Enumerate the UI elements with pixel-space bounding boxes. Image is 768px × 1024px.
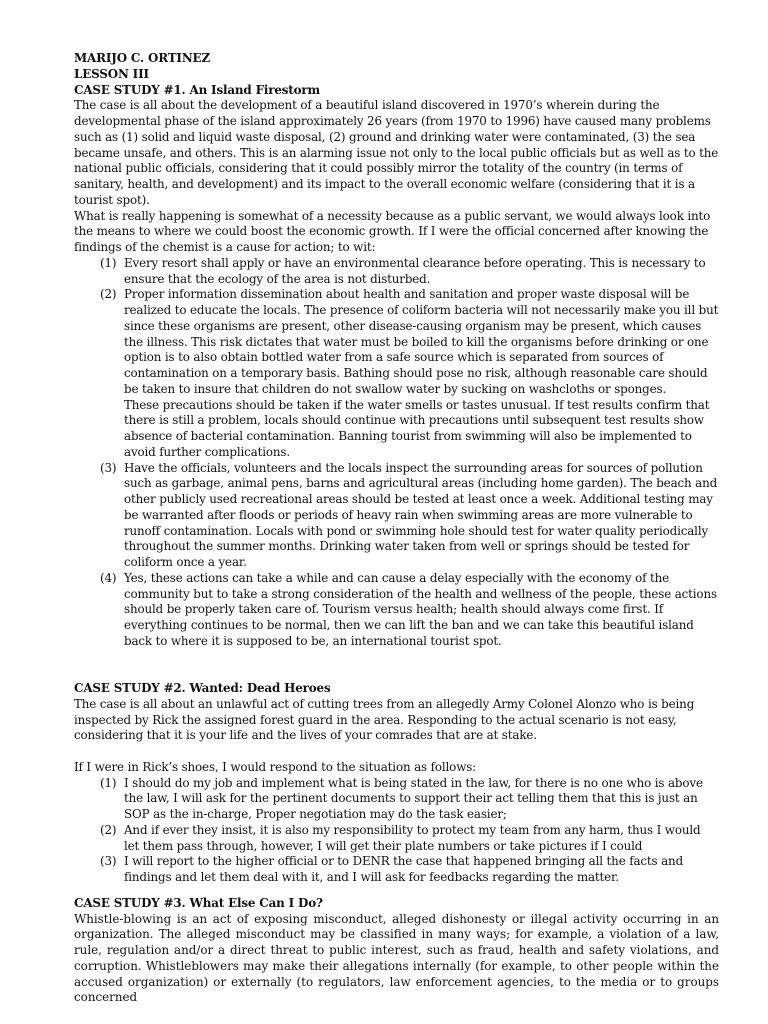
- list-item-text: I should do my job and implement what is being stated in the law, for there is no one who is above the law, I will ask for the pertinent documents to support their act telling them that this is just an SOP as the in-charge, Proper negotiation may do the task easier;: [124, 775, 703, 821]
- list-item-text: I will report to the higher official or to DENR the case that happened bringing all the facts and findings and let them deal with it, and I will ask for feedbacks regarding the matter.: [124, 854, 684, 884]
- list-item-number: (2): [100, 287, 117, 302]
- spacer: [74, 650, 719, 666]
- spacer: [74, 886, 719, 896]
- list-item: [74, 854, 719, 886]
- list-item-number: (3): [100, 460, 117, 475]
- case2-intro: The case is all about an unlawful act of cutting trees from an allegedly Army Colonel Alonzo who is being inspected by Rick the assigned forest guard in the area. Responding to the actual scenario is not easy, considering that it is your life and the lives of your comrades that are at stake.: [74, 696, 695, 743]
- case1-title: CASE STUDY #1. An Island Firestorm: [74, 82, 320, 97]
- list-item-number: (2): [100, 822, 117, 837]
- list-item: [74, 287, 719, 460]
- case1-intro: The case is all about the development of a beautiful island discovered in 1970’s wherein during the developmental phase of the island approximately 26 years (from 1970 to 1996) have caused many problems such as (1) solid and liquid waste disposal, (2) ground and drinking water were contaminated, (3) the sea became unsafe, and others. This is an alarming issue not only to the local public officials but as well as to the national public officials, considering that it could possibly mirror the totality of the country (in terms of sanitary, health, and development) and its impact to the overall economic welfare (considering that it is a tourist spot).: [74, 98, 719, 207]
- list-item-text: Have the officials, volunteers and the locals inspect the surrounding areas for sources of pollution such as garbage, animal pens, barns and agricultural areas (including home garden). The beach and other publicly used recreational areas should be tested at least once a week. Additional testing may be warranted after floods or periods of heavy rain when swimming areas are more vulnerable to runoff contamination. Locals with pond or swimming hole should test for water quality periodically throughout the summer months. Drinking water taken from well or springs should be tested for coliform once a year.: [124, 460, 718, 569]
- list-item-text: Proper information dissemination about health and sanitation and proper waste disposal will be realized to educate the locals. The presence of coliform bacteria will not necessarily make you ill but since these organisms are present, other disease-causing organism may be present, which causes the illness. This risk dictates that water must be boiled to kill the organisms before drinking or one option is to also obtain bottled water from a safe source which is separated from sources of contamination on a temporary basis. Bathing should pose no risk, although reasonable care should be taken to insure that children do not swallow water by sucking on washcloths or sponges.: [124, 287, 719, 396]
- list-item: [74, 776, 719, 823]
- list-item: [74, 461, 719, 571]
- list-item: [74, 256, 719, 288]
- list-item-text: Yes, these actions can take a while and can cause a delay especially with the economy of the community but to take a strong consideration of the health and wellness of the people, these actions should be properly taken care of. Tourism versus health; health should always come first. If everything continues to be normal, then we can lift the ban and we can take this beautiful island back to where it is supposed to be, an international tourist spot.: [124, 570, 717, 648]
- case1-list: [74, 256, 719, 650]
- list-item-text: Every resort shall apply or have an environmental clearance before operating. This is necessary to ensure that the ecology of the area is not disturbed.: [124, 255, 706, 286]
- case3-title: CASE STUDY #3. What Else Can I Do?: [74, 895, 323, 910]
- case2-lead: If I were in Rick’s shoes, I would respond to the situation as follows:: [74, 759, 477, 774]
- list-item: [74, 823, 719, 855]
- list-item: [74, 571, 719, 650]
- case1-lead: What is really happening is somewhat of a necessity because as a public servant, we would always look into the means to where we could boost the economic growth. If I were the official concerned after knowing the findings of the chemist is a cause for action; to wit:: [74, 208, 711, 254]
- spacer: [74, 744, 719, 760]
- case2-list: [74, 776, 719, 886]
- list-item-number: (1): [100, 255, 117, 270]
- list-item-text: And if ever they insist, it is also my responsibility to protect my team from any harm, thus I would let them pass through, however, I will get their plate numbers or take pictures if I could: [124, 822, 701, 853]
- author-name: MARIJO C. ORTINEZ: [74, 51, 210, 65]
- case3-intro: Whistle-blowing is an act of exposing misconduct, alleged dishonesty or illegal activity occurring in an organization. The alleged misconduct may be classified in many ways; for example, a violation of a law, rule, regulation and/or a direct threat to public interest, such as fraud, health and safety violations, and corruption. Whistleblowers may make their allegations internally (for example, to other people within the accused organization) or externally (to regulators, law enforcement agencies, to the media or to groups concerned: [74, 911, 719, 1005]
- document-page: [74, 51, 719, 1006]
- list-item-number: (1): [100, 775, 117, 790]
- spacer: [74, 665, 719, 681]
- list-item-text-continued: These precautions should be taken if the water smells or tastes unusual. If test results confirm that there is still a problem, locals should continue with precautions until subsequent test results show absence of bacterial contamination. Banning tourist from swimming will also be implemented to avoid further complications.: [124, 397, 710, 459]
- list-item-number: (3): [100, 854, 117, 869]
- case2-title: CASE STUDY #2. Wanted: Dead Heroes: [74, 681, 331, 695]
- list-item-number: (4): [100, 570, 117, 585]
- lesson-label: LESSON III: [74, 66, 149, 81]
